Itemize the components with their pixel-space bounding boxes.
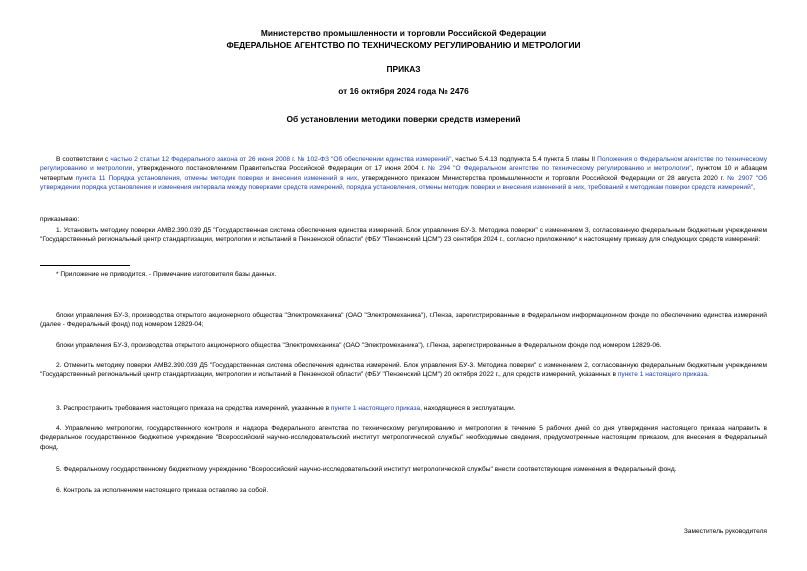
page-title: Об установлении методики поверки средств измерений xyxy=(286,114,521,124)
item-4: 4. Управлению метрологии, государственного контроля и надзора Федерального агентства по техническому регулированию и метрологии в течение 5 рабочих дней со дня утверждения настоящего приказа направить в федеральное государственное бюджетное учреждение "Всероссийский научно-исследовательский институт метрологической службы" необходимые сведения, предусмотренные настоящим приказом, для внесения в Федеральный фонд. xyxy=(40,425,767,451)
block-a: блоки управления БУ-3, производства открытого акционерного общества "Электромеханика" (ОАО "Электромеханика"), г.Пенза, зарегистрированные в Федеральном информационном фонде по обеспечению единства измерений (далее - Федеральный фонд) под номером 12829-04; xyxy=(40,312,767,329)
link-agency-regulation[interactable]: Положения о Федеральном агентстве по техническому регулированию и метрологии xyxy=(40,156,767,173)
link-order-2907[interactable]: № 2907 "Об утверждении порядка установления и изменения интервала между поверками средств измерений, порядка установления, отмены методик поверки и внесения изменений в них, требований к методикам поверки средств измерений" xyxy=(40,174,767,192)
doc-type: ПРИКАЗ xyxy=(386,64,421,74)
agency-name: ФЕДЕРАЛЬНОЕ АГЕНТСТВО ПО ТЕХНИЧЕСКОМУ РЕГУЛИРОВАНИЮ И МЕТРОЛОГИИ xyxy=(226,40,581,50)
signature-title: Заместитель руководителя xyxy=(683,528,767,535)
preamble-paragraph: В соответствии с частью 2 статьи 12 Федерального закона от 26 июня 2008 г. № 102-ФЗ "Об обеспечении единства измерений", частью 5.4.13 подпункта 5.4 пункта 5 главы II Положения о Федеральном агентстве по техническому регулированию и метрологии, утвержденного постановлением Правительства Российской Федерации от 17 июня 2004 г. № 294 "О Федеральном агентстве по техническому регулированию и метрологии", пунктом 10 и абзацем четвертым пункта 11 Порядка установления, отмены методик поверки и внесения изменений в них, утвержденного приказом Министерства промышленности и торговли Российской Федерации от 28 августа 2020 г. № 2907 "Об утверждении порядка установления и изменения интервала между поверками средств измерений, порядка установления, отмены методик поверки и внесения изменений в них, требований к методикам поверки средств измерений", xyxy=(40,156,767,192)
item-3: 3. Распространить требования настоящего приказа на средства измерений, указанные в пункте 1 настоящего приказа, находящиеся в эксплуатации. xyxy=(56,405,516,412)
item-6: 6. Контроль за исполнением настоящего приказа оставляю за собой. xyxy=(56,487,269,494)
link-procedure-item-11[interactable]: пункта 11 Порядка установления, отмены методик поверки и внесения изменений в них xyxy=(75,174,358,182)
date-number: от 16 октября 2024 года № 2476 xyxy=(338,86,469,96)
order-word: приказываю: xyxy=(40,216,80,223)
link-item-1-item2[interactable]: пункте 1 настоящего приказа xyxy=(617,371,708,379)
item-2: 2. Отменить методику поверки АМВ2.390.039 Д5 "Государственная система обеспечения единства измерений. Блок управления БУ-3. Методика поверки" с изменением 2, согласованную федеральным бюджетным учреждением "Государственный региональный центр стандартизации, метрологии и испытаний в Пензенской области" (ФБУ "Пензенский ЦСМ") 20 октября 2022 г., для средств измерений, указанных в пункте 1 настоящего приказа. xyxy=(40,362,767,379)
item-5: 5. Федеральному государственному бюджетному учреждению "Всероссийский научно-исследовательский институт метрологической службы" внести соответствующие изменения в Федеральный фонд. xyxy=(56,466,677,473)
ministry-name: Министерство промышленности и торговли Российской Федерации xyxy=(260,28,547,38)
link-item-1-item3[interactable]: пункте 1 настоящего приказа xyxy=(330,405,421,412)
footnote: * Приложение не приводится. - Примечание изготовителя базы данных. xyxy=(56,271,277,278)
link-federal-law-102[interactable]: частью 2 статьи 12 Федерального закона от 26 июня 2008 г. № 102-ФЗ "Об обеспечении единства измерений" xyxy=(110,156,452,163)
link-resolution-294[interactable]: № 294 "О Федеральном агентстве по техническому регулированию и метрологии" xyxy=(427,165,692,173)
block-b: блоки управления БУ-3, производства открытого акционерного общества "Электромеханика" (ОАО "Электромеханика"), г.Пенза, зарегистрированные в Федеральном фонде под номером 12829-06. xyxy=(56,342,662,349)
footnote-divider xyxy=(40,265,130,266)
item-1: 1. Установить методику поверки АМВ2.390.039 Д5 "Государственная система обеспечения единства измерений. Блок управления БУ-3. Методика поверки" с изменением 3, согласованную федеральным бюджетным учреждением "Государственный региональный центр стандартизации, метрологии и испытаний в Пензенской области" (ФБУ "Пензенский ЦСМ") 23 сентября 2024 г., согласно приложению* к настоящему приказу для следующих средств измерений: xyxy=(40,227,767,244)
